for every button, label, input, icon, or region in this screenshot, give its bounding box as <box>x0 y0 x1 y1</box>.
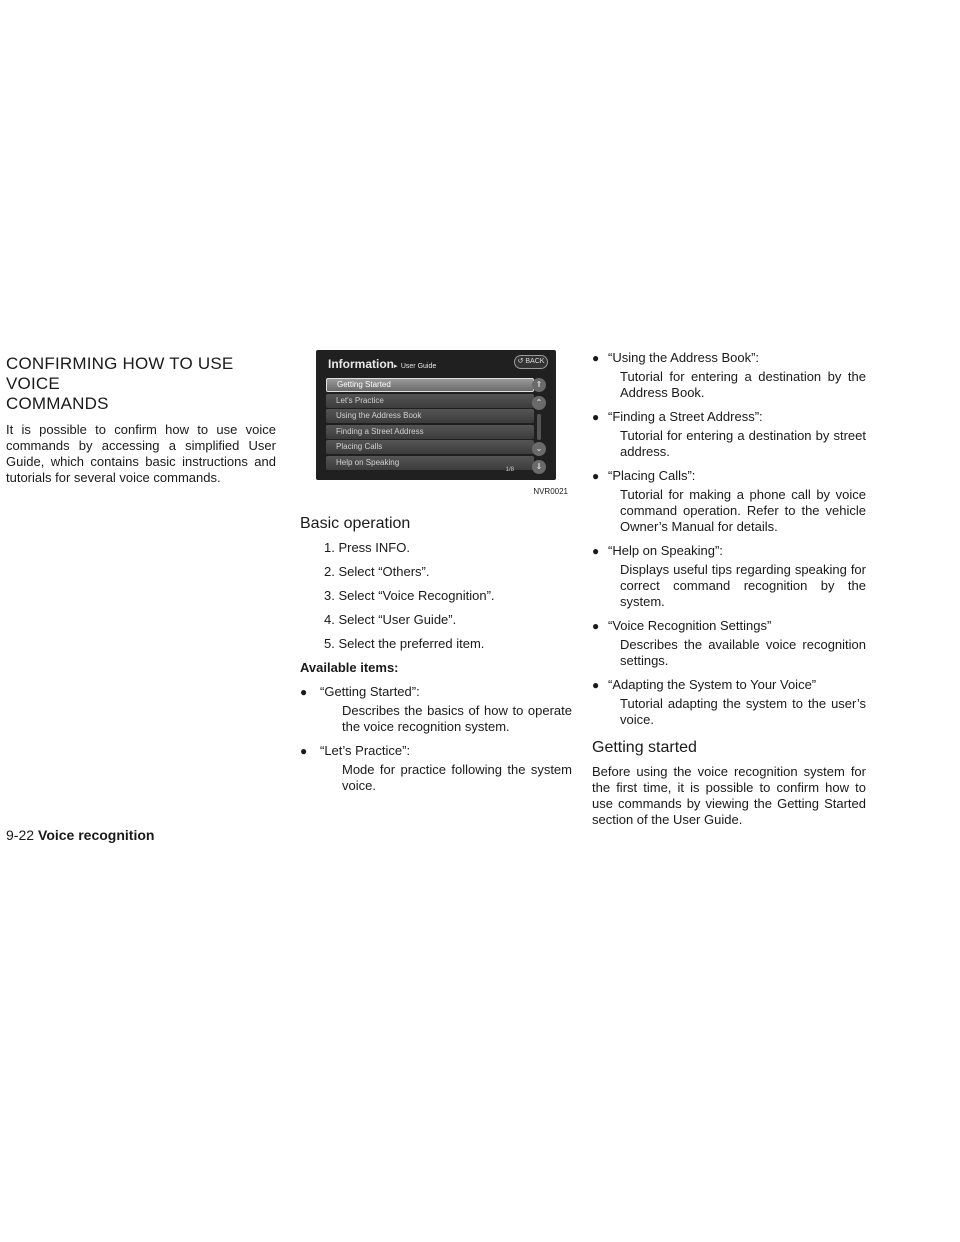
footer-title: Voice recognition <box>38 827 155 843</box>
bullet-icon: ● <box>592 410 600 424</box>
step-item: 4. Select “User Guide”. <box>324 612 457 627</box>
right-column <box>592 350 866 828</box>
bullet-icon: ● <box>300 685 308 699</box>
menu-item-street-address: Finding a Street Address <box>326 425 534 439</box>
menu-item-lets-practice: Let's Practice <box>326 394 534 408</box>
section-intro: It is possible to confirm how to use voice commands by accessing a simplified User Guide, which contains basic instructions and tutorials for several voice commands. <box>6 422 276 485</box>
bullet-icon: ● <box>592 619 600 633</box>
bullet-icon: ● <box>592 544 600 558</box>
item-description: Mode for practice following the system voice. <box>342 762 572 793</box>
getting-started-text: Before using the voice recognition system for the first time, it is possible to confirm how to use commands by viewing the Getting Started section of the User Guide. <box>592 764 866 827</box>
scroll-up-icon: ⌃ <box>532 396 546 410</box>
item-description: Describes the basics of how to operate the voice recognition system. <box>342 703 572 734</box>
back-button: ↺ BACK <box>514 355 548 369</box>
basic-operation-heading: Basic operation <box>300 515 411 532</box>
screen-header: Information▸ User Guide <box>328 357 437 371</box>
item-description: Displays useful tips regarding speaking for correct command recognition by the system. <box>620 562 866 609</box>
menu-item-help-speaking: Help on Speaking <box>326 456 534 470</box>
scroll-down-icon: ⌄ <box>532 442 546 456</box>
middle-column <box>300 350 572 802</box>
screen-menu <box>326 378 534 471</box>
list-item: ● “Finding a Street Address”: <box>592 409 763 424</box>
menu-item-getting-started: Getting Started <box>326 378 534 392</box>
step-item: 3. Select “Voice Recognition”. <box>324 588 495 603</box>
step-item: 5. Select the preferred item. <box>324 636 485 651</box>
figure-caption: NVR0021 <box>533 487 568 496</box>
bullet-icon: ● <box>300 744 308 758</box>
list-item: ● “Placing Calls”: <box>592 468 696 483</box>
bullet-icon: ● <box>592 469 600 483</box>
left-column <box>6 350 276 486</box>
user-guide-screen-image <box>316 350 556 480</box>
list-item: ● “Using the Address Book”: <box>592 350 760 365</box>
scroll-track <box>537 414 541 440</box>
list-item: ● “Getting Started”: <box>300 684 420 699</box>
bullet-icon: ● <box>592 351 600 365</box>
list-item: ● “Voice Recognition Settings” <box>592 618 772 633</box>
item-description: Tutorial for making a phone call by voice command operation. Refer to the vehicle Owner’s Manual for details. <box>620 487 866 534</box>
available-items-label: Available items: <box>300 660 399 675</box>
page-indicator: 1/8 <box>505 467 514 473</box>
item-description: Tutorial for entering a destination by the Address Book. <box>620 369 866 400</box>
bullet-icon: ● <box>592 678 600 692</box>
step-item: 2. Select “Others”. <box>324 564 430 579</box>
item-description: Tutorial adapting the system to the user’s voice. <box>620 696 866 727</box>
page-up-icon: ⇑ <box>532 378 546 392</box>
list-item: ● “Help on Speaking”: <box>592 543 723 558</box>
page-footer <box>6 827 154 843</box>
getting-started-heading: Getting started <box>592 739 697 756</box>
section-title: CONFIRMING HOW TO USE VOICE COMMANDS <box>6 354 234 413</box>
item-description: Describes the available voice recognition settings. <box>620 637 866 668</box>
screen-scrollbar <box>532 378 546 474</box>
item-description: Tutorial for entering a destination by street address. <box>620 428 866 459</box>
step-item: 1. Press INFO. <box>324 540 410 555</box>
list-item: ● “Let’s Practice”: <box>300 743 411 758</box>
steps-list <box>300 540 572 652</box>
menu-item-address-book: Using the Address Book <box>326 409 534 423</box>
list-item: ● “Adapting the System to Your Voice” <box>592 677 817 692</box>
menu-item-placing-calls: Placing Calls <box>326 440 534 454</box>
page-number: 9-22 <box>6 827 35 843</box>
page-down-icon: ⇓ <box>532 460 546 474</box>
